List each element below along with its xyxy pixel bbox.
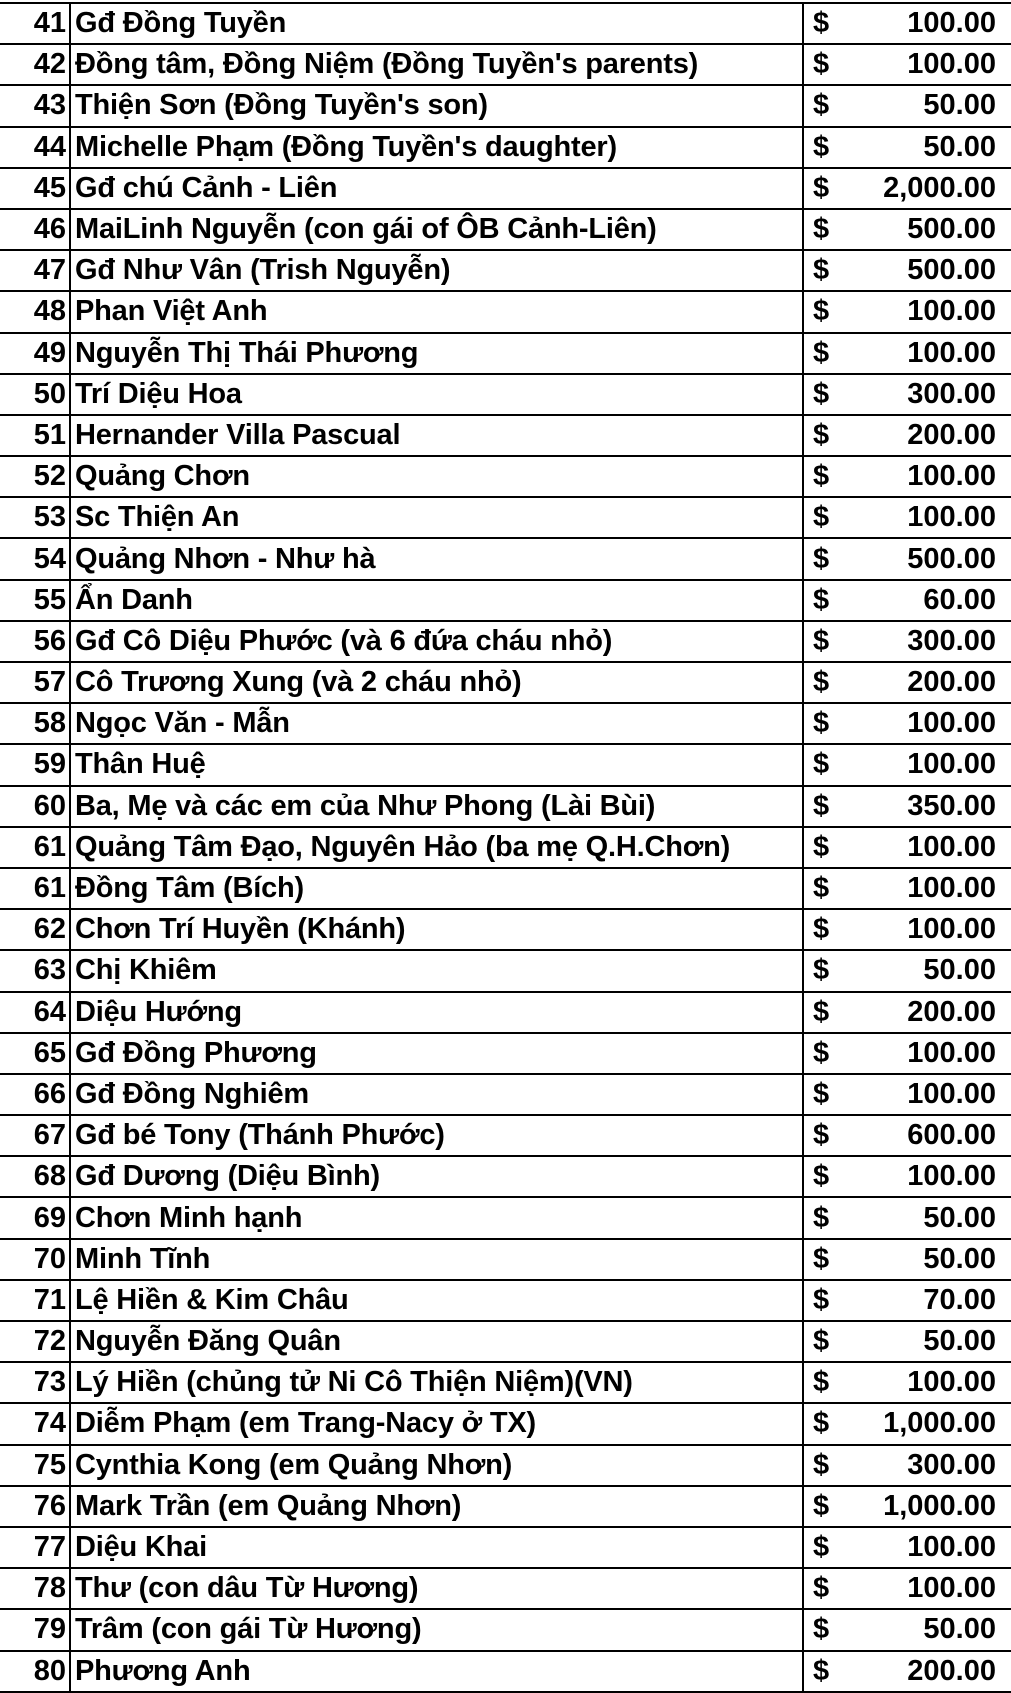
donor-name: Gđ bé Tony (Thánh Phước) <box>70 1115 803 1156</box>
table-row <box>0 1239 1011 1280</box>
currency-symbol: $ <box>803 1486 843 1527</box>
row-number: 54 <box>0 538 70 579</box>
currency-symbol: $ <box>803 786 843 827</box>
row-number: 78 <box>0 1568 70 1609</box>
currency-symbol: $ <box>803 1362 843 1403</box>
row-number: 62 <box>0 909 70 950</box>
table-row <box>0 3 1011 44</box>
donor-name: Diệu Hướng <box>70 992 803 1033</box>
table-row <box>0 1568 1011 1609</box>
row-number: 65 <box>0 1033 70 1074</box>
donor-name: Nguyễn Đăng Quân <box>70 1321 803 1362</box>
currency-symbol: $ <box>803 3 843 44</box>
row-number: 41 <box>0 3 70 44</box>
table-row <box>0 127 1011 168</box>
donor-name: Lệ Hiền & Kim Châu <box>70 1280 803 1321</box>
donor-name: Gđ Cô Diệu Phước (và 6 đứa cháu nhỏ) <box>70 621 803 662</box>
donor-name: Gđ Như Vân (Trish Nguyễn) <box>70 250 803 291</box>
currency-symbol: $ <box>803 1527 843 1568</box>
currency-symbol: $ <box>803 1074 843 1115</box>
donation-amount: 350.00 <box>843 786 1011 827</box>
row-number: 71 <box>0 1280 70 1321</box>
donor-name: Lý Hiền (chủng tử Ni Cô Thiện Niệm)(VN) <box>70 1362 803 1403</box>
row-number: 76 <box>0 1486 70 1527</box>
donor-name: Ba, Mẹ và các em của Như Phong (Lài Bùi) <box>70 786 803 827</box>
table-row <box>0 992 1011 1033</box>
donor-name: MaiLinh Nguyễn (con gái of ÔB Cảnh-Liên) <box>70 209 803 250</box>
currency-symbol: $ <box>803 1280 843 1321</box>
donor-name: Phan Việt Anh <box>70 291 803 332</box>
table-row <box>0 621 1011 662</box>
currency-symbol: $ <box>803 1156 843 1197</box>
donation-amount: 50.00 <box>843 85 1011 126</box>
donor-name: Ẩn Danh <box>70 580 803 621</box>
row-number: 45 <box>0 168 70 209</box>
table-row <box>0 85 1011 126</box>
row-number: 51 <box>0 415 70 456</box>
table-row <box>0 1403 1011 1444</box>
row-number: 59 <box>0 744 70 785</box>
row-number: 60 <box>0 786 70 827</box>
table-row <box>0 950 1011 991</box>
row-number: 63 <box>0 950 70 991</box>
table-row <box>0 744 1011 785</box>
donation-amount: 100.00 <box>843 1362 1011 1403</box>
row-number: 58 <box>0 703 70 744</box>
table-row <box>0 456 1011 497</box>
donor-name: Chị Khiêm <box>70 950 803 991</box>
donor-name: Michelle Phạm (Đồng Tuyền's daughter) <box>70 127 803 168</box>
currency-symbol: $ <box>803 827 843 868</box>
donor-name: Chơn Minh hạnh <box>70 1197 803 1238</box>
donor-name: Minh Tĩnh <box>70 1239 803 1280</box>
donation-amount: 100.00 <box>843 827 1011 868</box>
currency-symbol: $ <box>803 662 843 703</box>
row-number: 48 <box>0 291 70 332</box>
donor-name: Cô Trương Xung (và 2 cháu nhỏ) <box>70 662 803 703</box>
row-number: 53 <box>0 497 70 538</box>
table-row <box>0 1609 1011 1650</box>
donation-amount: 200.00 <box>843 1651 1011 1692</box>
donation-amount: 100.00 <box>843 1527 1011 1568</box>
row-number: 61 <box>0 868 70 909</box>
currency-symbol: $ <box>803 127 843 168</box>
currency-symbol: $ <box>803 1403 843 1444</box>
donation-amount: 50.00 <box>843 950 1011 991</box>
donor-name: Mark Trần (em Quảng Nhơn) <box>70 1486 803 1527</box>
donor-name: Thân Huệ <box>70 744 803 785</box>
row-number: 52 <box>0 456 70 497</box>
row-number: 79 <box>0 1609 70 1650</box>
donation-amount: 100.00 <box>843 497 1011 538</box>
row-number: 50 <box>0 374 70 415</box>
donor-name: Trâm (con gái Từ Hương) <box>70 1609 803 1650</box>
donor-name: Phương Anh <box>70 1651 803 1692</box>
table-row <box>0 333 1011 374</box>
donation-amount: 100.00 <box>843 1568 1011 1609</box>
donation-amount: 100.00 <box>843 1074 1011 1115</box>
donation-amount: 100.00 <box>843 456 1011 497</box>
table-row <box>0 1115 1011 1156</box>
row-number: 75 <box>0 1445 70 1486</box>
currency-symbol: $ <box>803 1321 843 1362</box>
currency-symbol: $ <box>803 209 843 250</box>
row-number: 69 <box>0 1197 70 1238</box>
row-number: 67 <box>0 1115 70 1156</box>
donation-table <box>0 3 1011 1693</box>
table-row <box>0 250 1011 291</box>
donor-name: Thiện Sơn (Đồng Tuyền's son) <box>70 85 803 126</box>
donor-name: Trí Diệu Hoa <box>70 374 803 415</box>
donor-name: Quảng Tâm Đạo, Nguyên Hảo (ba mẹ Q.H.Chơn) <box>70 827 803 868</box>
table-row <box>0 786 1011 827</box>
donation-amount: 50.00 <box>843 1239 1011 1280</box>
table-row <box>0 291 1011 332</box>
table-row <box>0 1074 1011 1115</box>
donation-amount: 100.00 <box>843 868 1011 909</box>
donor-name: Quảng Nhơn - Như hà <box>70 538 803 579</box>
donation-table-body <box>0 3 1011 1692</box>
donation-amount: 600.00 <box>843 1115 1011 1156</box>
row-number: 42 <box>0 44 70 85</box>
table-row <box>0 703 1011 744</box>
row-number: 43 <box>0 85 70 126</box>
donor-name: Gđ Dương (Diệu Bình) <box>70 1156 803 1197</box>
donor-name: Cynthia Kong (em Quảng Nhơn) <box>70 1445 803 1486</box>
donation-amount: 100.00 <box>843 1033 1011 1074</box>
donation-amount: 300.00 <box>843 374 1011 415</box>
donation-amount: 50.00 <box>843 127 1011 168</box>
donor-name: Thư (con dâu Từ Hương) <box>70 1568 803 1609</box>
table-row <box>0 1486 1011 1527</box>
donor-name: Gđ Đồng Tuyền <box>70 3 803 44</box>
donor-name: Đồng Tâm (Bích) <box>70 868 803 909</box>
currency-symbol: $ <box>803 415 843 456</box>
currency-symbol: $ <box>803 374 843 415</box>
table-row <box>0 1527 1011 1568</box>
table-row <box>0 1197 1011 1238</box>
donor-name: Hernander Villa Pascual <box>70 415 803 456</box>
donation-amount: 200.00 <box>843 415 1011 456</box>
table-row <box>0 538 1011 579</box>
currency-symbol: $ <box>803 1033 843 1074</box>
donation-amount: 300.00 <box>843 621 1011 662</box>
donation-amount: 100.00 <box>843 1156 1011 1197</box>
currency-symbol: $ <box>803 1651 843 1692</box>
donation-amount: 50.00 <box>843 1321 1011 1362</box>
row-number: 73 <box>0 1362 70 1403</box>
table-row <box>0 1362 1011 1403</box>
donation-amount: 200.00 <box>843 992 1011 1033</box>
donor-name: Gđ Đồng Nghiêm <box>70 1074 803 1115</box>
currency-symbol: $ <box>803 1568 843 1609</box>
table-row <box>0 662 1011 703</box>
currency-symbol: $ <box>803 1445 843 1486</box>
donation-amount: 1,000.00 <box>843 1403 1011 1444</box>
donation-amount: 100.00 <box>843 44 1011 85</box>
table-row <box>0 497 1011 538</box>
currency-symbol: $ <box>803 950 843 991</box>
donor-name: Chơn Trí Huyền (Khánh) <box>70 909 803 950</box>
table-row <box>0 868 1011 909</box>
currency-symbol: $ <box>803 868 843 909</box>
donation-amount: 1,000.00 <box>843 1486 1011 1527</box>
row-number: 56 <box>0 621 70 662</box>
row-number: 72 <box>0 1321 70 1362</box>
donor-name: Sc Thiện An <box>70 497 803 538</box>
table-row <box>0 374 1011 415</box>
donation-amount: 100.00 <box>843 3 1011 44</box>
donor-name: Diễm Phạm (em Trang-Nacy ở TX) <box>70 1403 803 1444</box>
table-row <box>0 1156 1011 1197</box>
currency-symbol: $ <box>803 497 843 538</box>
row-number: 80 <box>0 1651 70 1692</box>
donor-name: Quảng Chơn <box>70 456 803 497</box>
table-row <box>0 827 1011 868</box>
table-row <box>0 1321 1011 1362</box>
donation-amount: 100.00 <box>843 744 1011 785</box>
currency-symbol: $ <box>803 621 843 662</box>
donation-amount: 50.00 <box>843 1609 1011 1650</box>
donation-amount: 100.00 <box>843 291 1011 332</box>
donor-name: Đồng tâm, Đồng Niệm (Đồng Tuyền's parents) <box>70 44 803 85</box>
currency-symbol: $ <box>803 1239 843 1280</box>
currency-symbol: $ <box>803 456 843 497</box>
row-number: 64 <box>0 992 70 1033</box>
donor-name: Gđ chú Cảnh - Liên <box>70 168 803 209</box>
currency-symbol: $ <box>803 909 843 950</box>
currency-symbol: $ <box>803 744 843 785</box>
table-row <box>0 209 1011 250</box>
row-number: 70 <box>0 1239 70 1280</box>
donor-name: Gđ Đồng Phương <box>70 1033 803 1074</box>
row-number: 61 <box>0 827 70 868</box>
currency-symbol: $ <box>803 992 843 1033</box>
table-row <box>0 909 1011 950</box>
row-number: 68 <box>0 1156 70 1197</box>
row-number: 47 <box>0 250 70 291</box>
donation-amount: 50.00 <box>843 1197 1011 1238</box>
donation-amount: 70.00 <box>843 1280 1011 1321</box>
currency-symbol: $ <box>803 168 843 209</box>
donor-name: Nguyễn Thị Thái Phương <box>70 333 803 374</box>
table-row <box>0 1445 1011 1486</box>
donation-amount: 300.00 <box>843 1445 1011 1486</box>
donation-amount: 500.00 <box>843 250 1011 291</box>
donation-amount: 100.00 <box>843 703 1011 744</box>
donation-amount: 60.00 <box>843 580 1011 621</box>
table-row <box>0 1033 1011 1074</box>
donor-name: Diệu Khai <box>70 1527 803 1568</box>
table-row <box>0 1280 1011 1321</box>
row-number: 74 <box>0 1403 70 1444</box>
currency-symbol: $ <box>803 250 843 291</box>
table-row <box>0 44 1011 85</box>
donation-amount: 100.00 <box>843 909 1011 950</box>
currency-symbol: $ <box>803 1115 843 1156</box>
row-number: 49 <box>0 333 70 374</box>
row-number: 66 <box>0 1074 70 1115</box>
currency-symbol: $ <box>803 291 843 332</box>
donation-amount: 100.00 <box>843 333 1011 374</box>
donation-amount: 2,000.00 <box>843 168 1011 209</box>
currency-symbol: $ <box>803 538 843 579</box>
donation-amount: 500.00 <box>843 209 1011 250</box>
table-row <box>0 1651 1011 1692</box>
row-number: 57 <box>0 662 70 703</box>
donor-name: Ngọc Văn - Mẫn <box>70 703 803 744</box>
currency-symbol: $ <box>803 1197 843 1238</box>
donation-amount: 500.00 <box>843 538 1011 579</box>
table-row <box>0 415 1011 456</box>
currency-symbol: $ <box>803 85 843 126</box>
row-number: 44 <box>0 127 70 168</box>
table-row <box>0 168 1011 209</box>
currency-symbol: $ <box>803 333 843 374</box>
donation-amount: 200.00 <box>843 662 1011 703</box>
currency-symbol: $ <box>803 703 843 744</box>
row-number: 77 <box>0 1527 70 1568</box>
table-row <box>0 580 1011 621</box>
currency-symbol: $ <box>803 44 843 85</box>
row-number: 46 <box>0 209 70 250</box>
currency-symbol: $ <box>803 580 843 621</box>
row-number: 55 <box>0 580 70 621</box>
currency-symbol: $ <box>803 1609 843 1650</box>
